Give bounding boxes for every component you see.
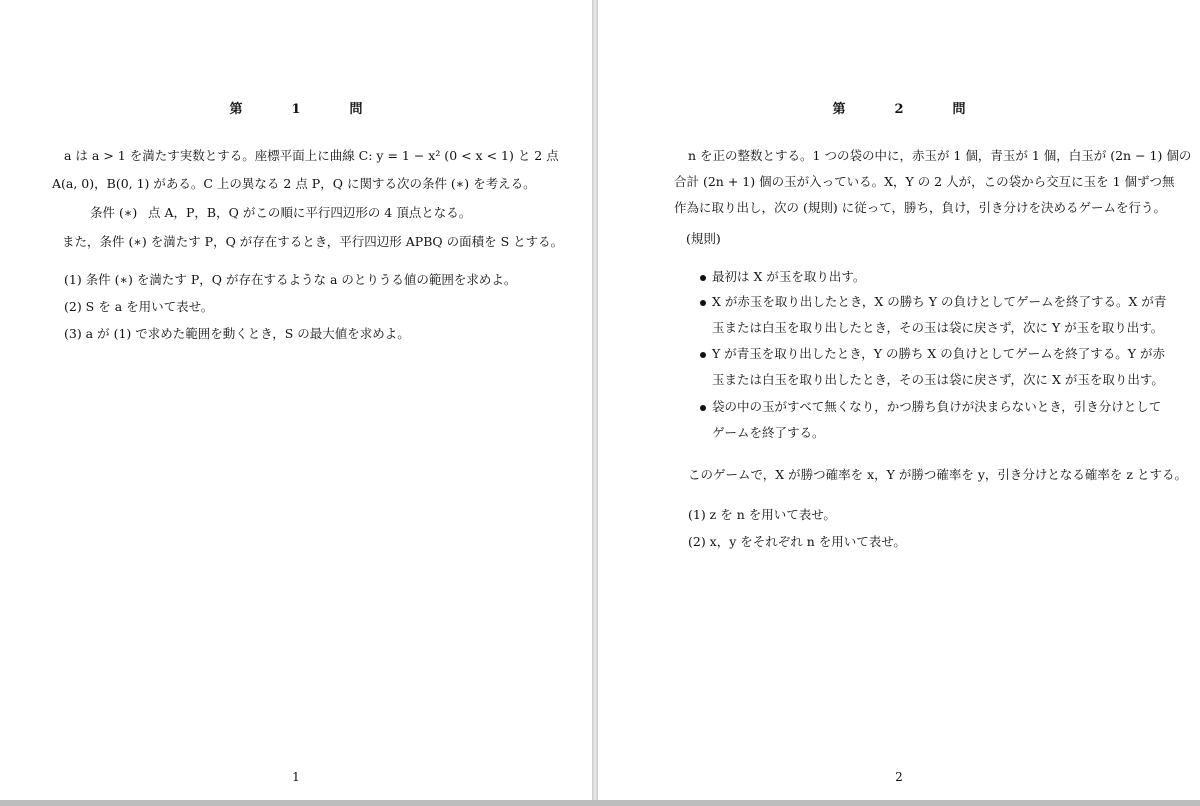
problem-2-title: 第 2 問: [832, 102, 984, 117]
question-2: (2) S を a を用いて表せ。: [64, 299, 214, 314]
bullet-icon: [700, 300, 706, 306]
area-definition: また，条件 (∗) を満たす P，Q が存在するとき，平行四辺形 APBQ の面積を S とする。: [62, 234, 564, 249]
problem-2-intro-line-3: 作為に取り出し，次の (規則) に従って，勝ち，負け，引き分けを決めるゲームを行う。: [674, 200, 1166, 215]
page-2: [598, 0, 1200, 800]
problem-1-intro-line-2: A(a, 0)，B(0, 1) がある。C 上の異なる 2 点 P，Q に関する次の条件 (∗) を考える。: [52, 176, 536, 191]
rules-label: (規則): [686, 231, 721, 246]
page-number: 1: [292, 770, 300, 784]
viewer-bottom-edge: [0, 800, 1200, 806]
bullet-icon: [700, 275, 706, 281]
problem-2-intro-line-1: n を正の整数とする。1 つの袋の中に，赤玉が 1 個，青玉が 1 個，白玉が (2n − 1) 個の: [688, 148, 1192, 163]
question-3: (3) a が (1) で求めた範囲を動くとき，S の最大値を求めよ。: [64, 326, 410, 341]
rule-1-line-1: 最初は X が玉を取り出す。: [712, 269, 866, 284]
probability-definition: このゲームで，X が勝つ確率を x，Y が勝つ確率を y，引き分けとなる確率を z とする。: [688, 467, 1187, 482]
condition-label: 条件 (∗): [90, 205, 138, 220]
rule-3-line-2: 玉または白玉を取り出したとき，その玉は袋に戻さず，次に X が玉を取り出す。: [712, 372, 1164, 387]
rule-3-line-1: Y が青玉を取り出したとき，Y の勝ち X の負けとしてゲームを終了する。Y が赤: [712, 346, 1166, 361]
rule-4-line-1: 袋の中の玉がすべて無くなり，かつ勝ち負けが決まらないとき，引き分けとして: [712, 399, 1162, 414]
condition-text: 点 A，P，B，Q がこの順に平行四辺形の 4 頂点となる。: [148, 205, 472, 220]
rule-2-line-1: X が赤玉を取り出したとき，X の勝ち Y の負けとしてゲームを終了する。X が青: [712, 294, 1167, 309]
page-number: 2: [895, 770, 903, 784]
page-1: [0, 0, 592, 800]
problem-1-intro-line-1: a は a > 1 を満たす実数とする。座標平面上に曲線 C: y = 1 − x² (0 < x < 1) と 2 点: [64, 148, 559, 163]
problem-1-title: 第 1 問: [229, 102, 381, 117]
question-2: (2) x，y をそれぞれ n を用いて表せ。: [688, 534, 906, 549]
question-1: (1) z を n を用いて表せ。: [688, 507, 836, 522]
bullet-icon: [700, 405, 706, 411]
problem-2-intro-line-2: 合計 (2n + 1) 個の玉が入っている。X，Y の 2 人が，この袋から交互に玉を 1 個ずつ無: [674, 174, 1175, 189]
bullet-icon: [700, 352, 706, 358]
question-1: (1) 条件 (∗) を満たす P，Q が存在するような a のとりうる値の範囲を求めよ。: [64, 272, 517, 287]
rule-4-line-2: ゲームを終了する。: [712, 425, 825, 440]
rule-2-line-2: 玉または白玉を取り出したとき，その玉は袋に戻さず，次に Y が玉を取り出す。: [712, 320, 1164, 335]
